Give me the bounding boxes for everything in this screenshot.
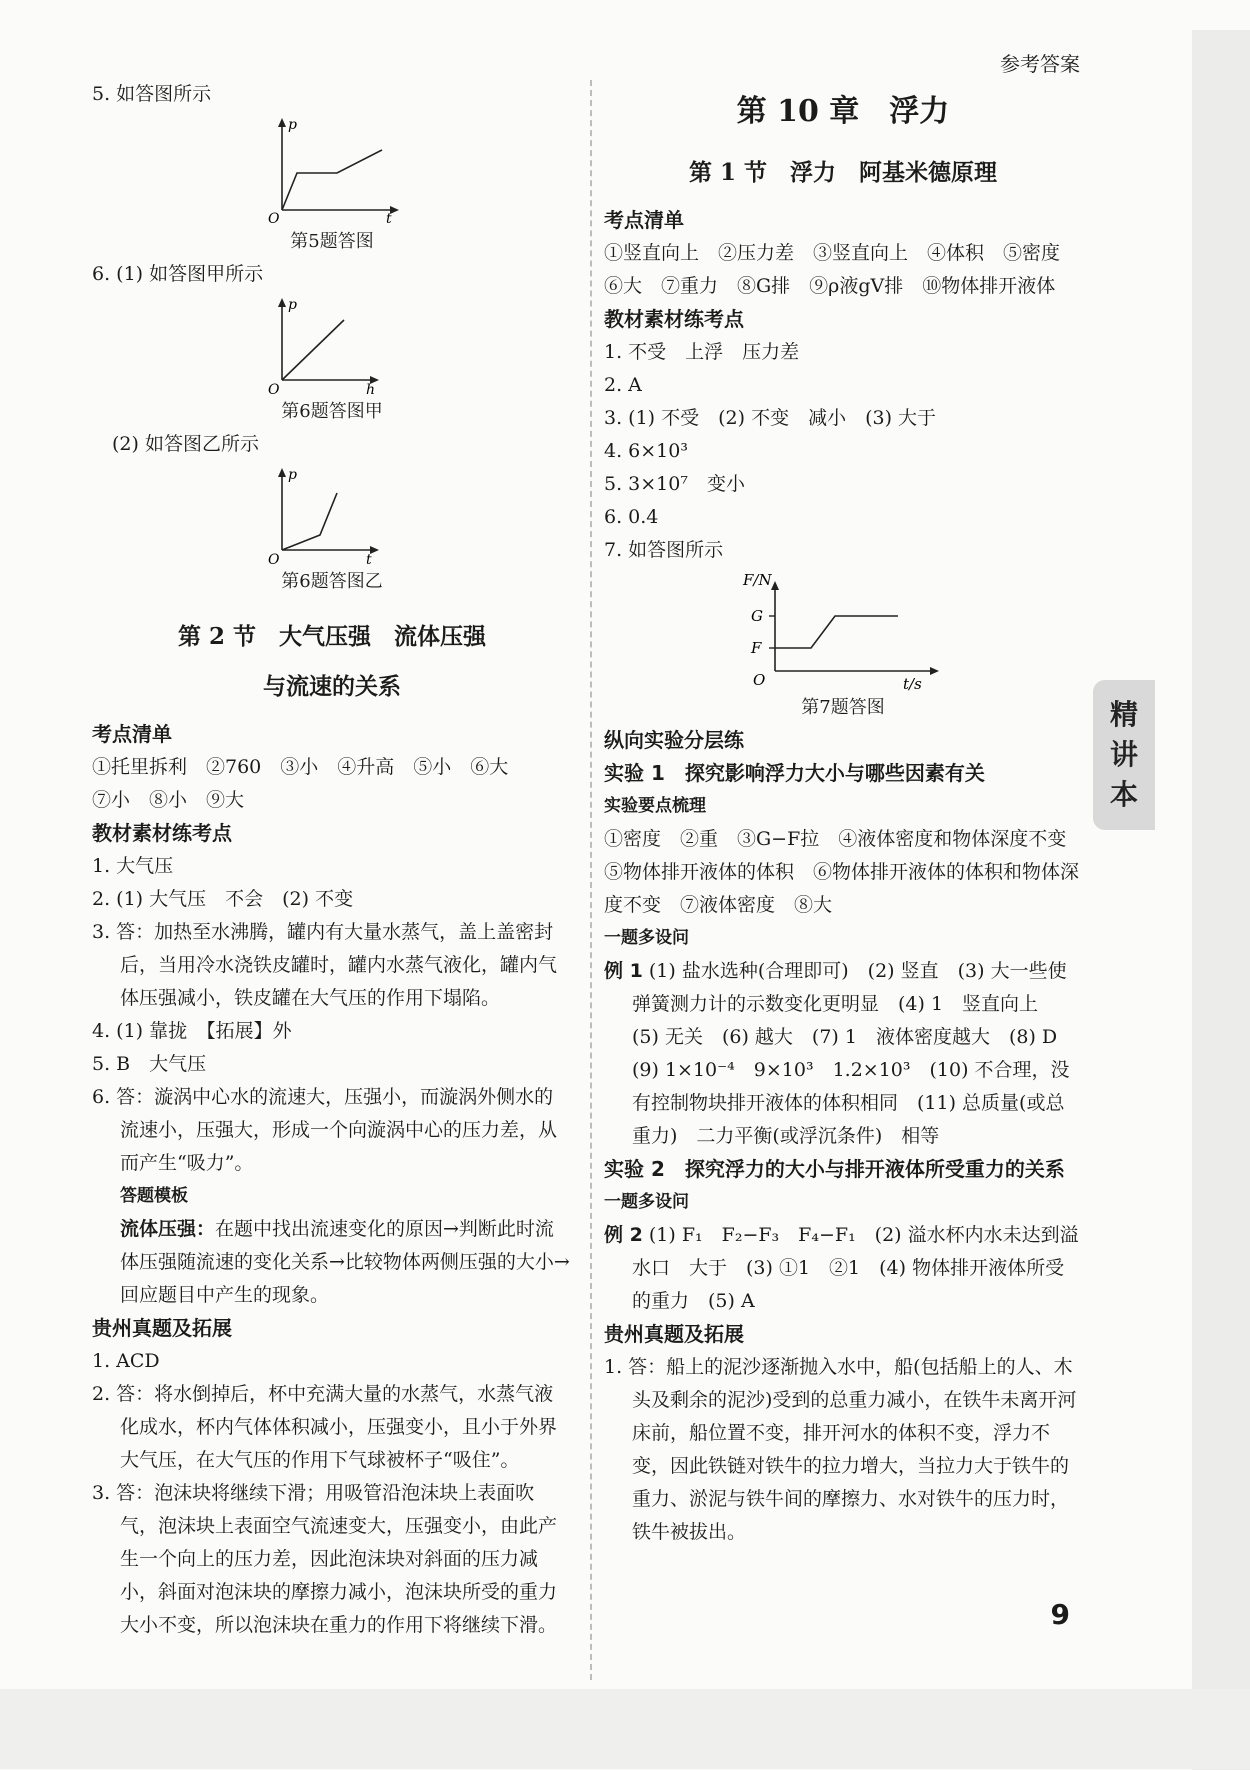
left-gz-3: 3. 答：泡沫块将继续下滑；用吸管沿泡沫块上表面吹气，泡沫块上表面空气流速变大，压强变小，由此产生一个向上的压力差，因此泡沫块对斜面的压力减小，斜面对泡沫块的摩擦力减小，泡沫块所受的重力大小不变，所以泡沫块在重力的作用下将继续下滑。 [92, 1482, 558, 1636]
exp1-points: ①密度 ②重 ③G−F拉 ④液体密度和物体深度不变 ⑤物体排开液体的体积 ⑥物体排开液体的体积和物体深度不变 ⑦液体密度 ⑧大 [604, 828, 1086, 916]
multi-title-2: 一题多设问 [604, 1192, 689, 1212]
left-jc-3: 3. 答：加热至水沸腾，罐内有大量水蒸气，盖上盖密封后，当用冷水浇铁皮罐时，罐内水蒸气液化，罐内气体压强减小，铁皮罐在大气压的作用下塌陷。 [92, 921, 558, 1009]
side-tab-char-2: 讲 [1109, 738, 1138, 771]
left-gz-1: 1. ACD [92, 1350, 160, 1372]
section-2-title-line2: 与流速的关系 [263, 673, 401, 700]
answer-5: 5. 如答图所示 [92, 83, 212, 105]
left-jc-2: 2. (1) 大气压 不会 (2) 不变 [92, 888, 354, 910]
exp2-title: 实验 2 探究浮力的大小与排开液体所受重力的关系 [604, 1157, 1065, 1181]
fig-7-g-label: G [751, 607, 763, 625]
right-gz-1: 1. 答：船上的泥沙逐渐抛入水中，船(包括船上的人、木头及剩余的泥沙)受到的总重力减小，在铁牛未离开河床前，船位置不变，排开河水的体积不变，浮力不变，因此铁链对铁牛的拉力增大，当拉力大于铁牛的重力、淤泥与铁牛间的摩擦力、水对铁牛的压力时，铁牛被拔出。 [604, 1356, 1077, 1543]
fig-6a-y-label: p [288, 297, 297, 313]
right-jc-1: 1. 不受 上浮 压力差 [604, 341, 800, 363]
right-column [604, 78, 1086, 1549]
section-1-title: 第 1 节 浮力 阿基米德原理 [688, 159, 998, 186]
right-jc-6: 6. 0.4 [604, 506, 659, 528]
page-header: 参考答案 [1000, 52, 1080, 76]
chapter-title: 第 10 章 浮力 [736, 94, 950, 129]
section-2-title-line1: 第 2 节 大气压强 流体压强 [177, 623, 487, 650]
fig-5-caption: 第5题答图 [290, 231, 374, 252]
page-edge-shadow [1192, 30, 1250, 1770]
fig-5-graph [262, 115, 402, 225]
left-jc-6: 6. 答：漩涡中心水的流速大，压强小，而漩涡外侧水的流速小，压强大，形成一个向漩涡中心的压力差，从而产生“吸力”。 [92, 1086, 558, 1174]
fig-5-y-label: p [288, 117, 297, 133]
fig-7-caption: 第7题答图 [801, 697, 885, 718]
template-title: 答题模板 [120, 1186, 188, 1206]
example-1-text: (1) 盐水选种(合理即可) (2) 竖直 (3) 大一些使弹簧测力计的示数变化更明显 (4) 1 竖直向上 (5) 无关 (6) 越大 (7) 1 液体密度越大 (8) D (9) 1×10⁻⁴ 9×10³ 1.2×10³ (10) 不合理，没有控制物块排开液体的体积相同 (11) 总质量(或总重力) 二力平衡(或浮沉条件) 相等 [632, 960, 1077, 1147]
left-jc-4: 4. (1) 靠拢 【拓展】外 [92, 1020, 292, 1042]
fig-7-f-label: F [751, 639, 762, 657]
answer-6-2: (2) 如答图乙所示 [112, 433, 259, 455]
template-lead: 流体压强： [120, 1218, 216, 1240]
fig-7-y-label: F/N [743, 571, 772, 589]
example-1-label: 例 1 [604, 960, 643, 982]
zx-title: 纵向实验分层练 [604, 728, 744, 752]
left-column [92, 78, 572, 1642]
left-jc-1: 1. 大气压 [92, 855, 174, 877]
right-jc-title: 教材素材练考点 [604, 307, 744, 331]
right-gz-title: 贵州真题及拓展 [604, 1322, 744, 1346]
fig-6a-graph [262, 295, 402, 395]
template-text: 在题中找出流速变化的原因→判断此时流体压强随流速的变化关系→比较物体两侧压强的大小→回应题目中产生的现象。 [120, 1218, 570, 1306]
right-jc-4: 4. 6×10³ [604, 440, 688, 462]
left-gz-2: 2. 答：将水倒掉后，杯中充满大量的水蒸气，水蒸气液化成水，杯内气体体积减小，压强变小，且小于外界大气压，在大气压的作用下气球被杯子“吸住”。 [92, 1383, 558, 1471]
page-bottom-shadow [0, 1689, 1250, 1769]
fig-6a-origin: O [268, 382, 280, 395]
column-divider [590, 80, 592, 1680]
fig-5-origin: O [268, 211, 280, 225]
multi-title-1: 一题多设问 [604, 928, 689, 948]
exp1-subtitle: 实验要点梳理 [604, 796, 706, 816]
left-jc-5: 5. B 大气压 [92, 1053, 207, 1075]
fig-7-graph [733, 571, 953, 691]
fig-6b-origin: O [268, 552, 280, 565]
fig-5-x-label: t [386, 211, 392, 225]
left-jc-title: 教材素材练考点 [92, 821, 232, 845]
fig-6a-x-label: h [366, 382, 376, 395]
fig-6b-y-label: p [288, 467, 297, 483]
page-number: 9 [1050, 1598, 1070, 1631]
right-jc-5: 5. 3×10⁷ 变小 [604, 473, 745, 495]
right-jc-7: 7. 如答图所示 [604, 539, 724, 561]
right-jc-3: 3. (1) 不受 (2) 不变 减小 (3) 大于 [604, 407, 937, 429]
side-tab [1093, 680, 1155, 830]
right-jc-2: 2. A [604, 374, 642, 396]
answer-6-1: 6. (1) 如答图甲所示 [92, 263, 264, 285]
fig-6a-caption: 第6题答图甲 [281, 401, 383, 422]
example-2-text: (1) F₁ F₂−F₃ F₄−F₁ (2) 溢水杯内水未达到溢水口 大于 (3) ①1 ②1 (4) 物体排开液体所受的重力 (5) A [632, 1224, 1079, 1312]
side-tab-char-1: 精 [1109, 698, 1138, 731]
right-kd-title: 考点清单 [604, 208, 684, 232]
fig-7-origin: O [753, 671, 766, 689]
template-body [92, 1213, 572, 1312]
fig-6b-caption: 第6题答图乙 [281, 571, 383, 592]
example-1 [604, 955, 1082, 1153]
right-kd-text: ①竖直向上 ②压力差 ③竖直向上 ④体积 ⑤密度 ⑥大 ⑦重力 ⑧G排 ⑨ρ液gV排 ⑩物体排开液体 [604, 242, 1080, 297]
example-2 [604, 1219, 1082, 1318]
fig-6b-x-label: t [366, 552, 372, 565]
left-kd-title: 考点清单 [92, 722, 172, 746]
fig-6b-graph [262, 465, 402, 565]
side-tab-char-3: 本 [1109, 778, 1138, 811]
left-gz-title: 贵州真题及拓展 [92, 1316, 232, 1340]
fig-7-x-label: t/s [903, 675, 922, 691]
exp1-title: 实验 1 探究影响浮力大小与哪些因素有关 [604, 761, 985, 785]
example-2-label: 例 2 [604, 1224, 643, 1246]
left-kd-line2: ⑦小 ⑧小 ⑨大 [92, 789, 245, 811]
left-kd-line1: ①托里拆利 ②760 ③小 ④升高 ⑤小 ⑥大 [92, 756, 509, 778]
